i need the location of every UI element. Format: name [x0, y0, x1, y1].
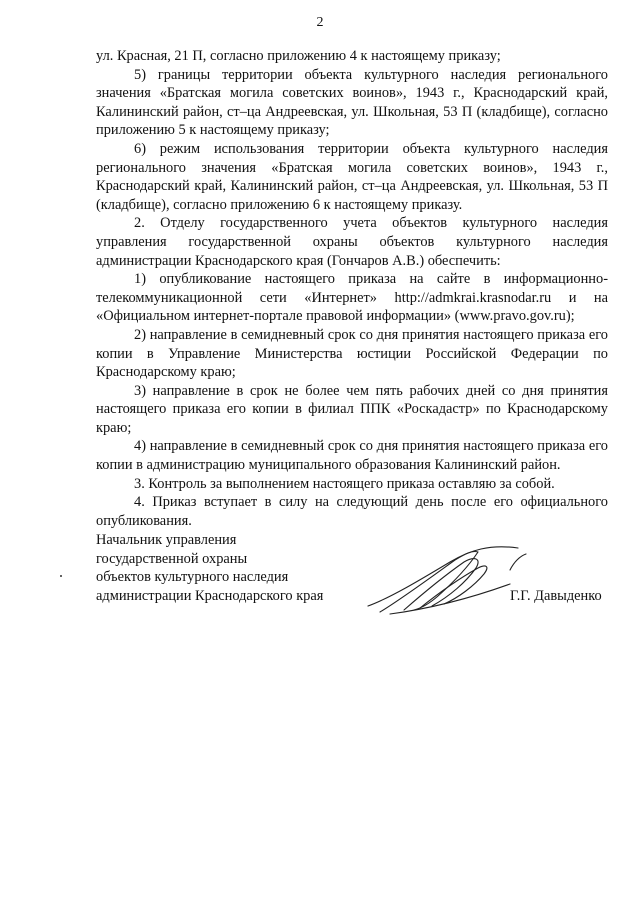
paragraph: 3) направление в срок не более чем пять рабочих дней со дня принятия настоящего приказа его копии в филиал ППК «Роскадастр» по Краснодарскому краю; — [96, 382, 608, 436]
paragraph: 1) опубликование настоящего приказа на сайте в информационно-телекоммуникационной сети «Интернет» http://admkrai.krasnodar.ru и на «Официальном интернет-портале правовой информации» (www.pravo.gov.ru); — [96, 271, 608, 325]
signatory-title-line: государственной охраны — [96, 550, 248, 567]
paragraph: 2) направление в семидневный срок со дня принятия настоящего приказа его копии в Управление Министерства юстиции Российской Федерации по Краснодарскому краю; — [96, 326, 608, 381]
paragraph: 4) направление в семидневный срок со дня принятия настоящего приказа его копии в администрацию муниципального образования Калининский район. — [96, 438, 608, 474]
page-number: 2 — [316, 15, 324, 30]
paragraph: ул. Красная, 21 П, согласно приложению 4 к настоящему приказу; — [96, 48, 501, 64]
signatory-name: Г.Г. Давыденко — [510, 588, 602, 604]
signatory-title-line: администрации Краснодарского края — [96, 587, 324, 604]
paragraph: 5) границы территории объекта культурного наследия регионального значения «Братская могила советских воинов», 1943 г., Краснодарский край, Калининский район, ст–ца Андреевская, ул. Школьная, 53 П (кладбище), согласно приложению 5 к настоящему приказу; — [96, 66, 608, 139]
signatory-title-line: объектов культурного наследия — [96, 569, 289, 586]
document-body — [96, 47, 608, 530]
paragraph: 2. Отделу государственного учета объектов культурного наследия управления государственной охраны объектов культурного наследия администрации Краснодарского края (Гончаров А.В.) обеспечить: — [96, 215, 608, 269]
paragraph: 3. Контроль за выполнением настоящего приказа оставляю за собой. — [134, 475, 555, 492]
scan-speck — [60, 575, 62, 577]
paragraph: 4. Приказ вступает в силу на следующий день после его официального опубликования. — [96, 494, 608, 529]
signatory-title — [96, 531, 323, 605]
handwritten-signature — [360, 540, 530, 625]
signatory-title-line: Начальник управления — [96, 532, 237, 548]
paragraph: 6) режим использования территории объекта культурного наследия регионального значения «Братская могила советских воинов», 1943 г., Краснодарский край, Калининский район, ст–ца Андреевская, ул. Школьная, 53 П (кладбище), согласно приложению 6 к настоящему приказу. — [96, 140, 608, 213]
